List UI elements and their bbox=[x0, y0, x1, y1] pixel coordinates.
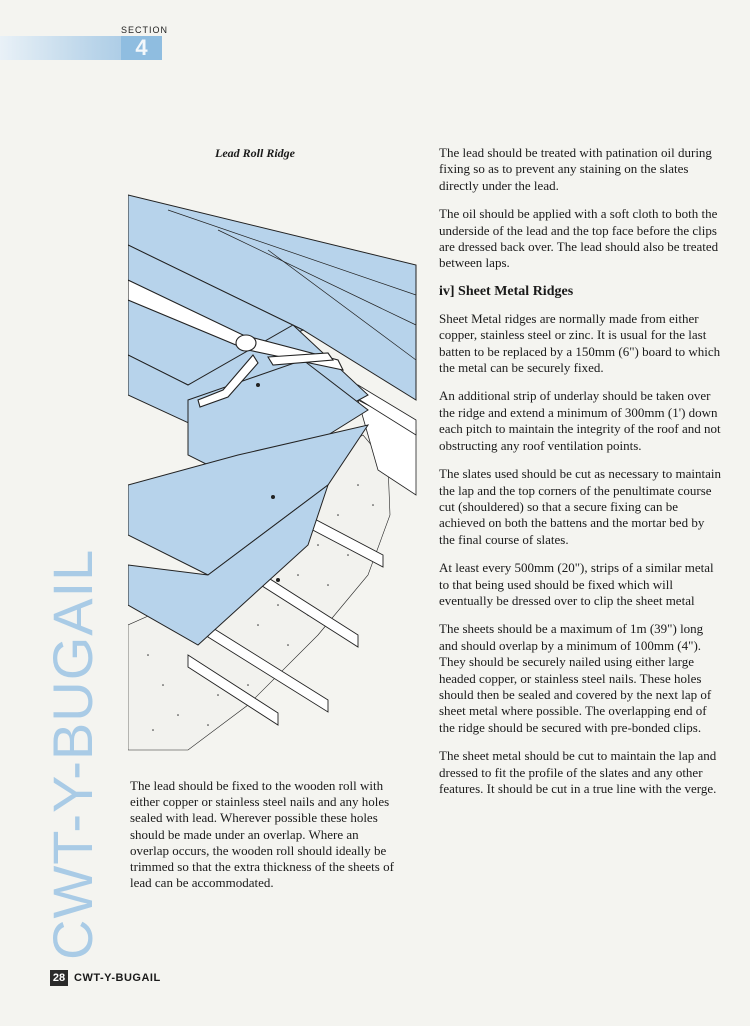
paragraph-patination: The lead should be treated with patination oil during fixing so as to prevent any staining on the slates directly under the lead. bbox=[439, 145, 712, 193]
footer-brand: CWT-Y-BUGAIL bbox=[74, 972, 161, 984]
left-paragraph: The lead should be fixed to the wooden roll with either copper or stainless steel nails and any holes sealed with lead. Wherever possible these holes should be made under an overlap. Where an overlap occurs, the wooden roll should ideally be trimmed so that the extra thickness of the sheets of lead can be accommodated. bbox=[130, 778, 394, 891]
right-column bbox=[439, 145, 723, 809]
paragraph-slates: The slates used should be cut as necessary to maintain the lap and the top corners of the penultimate course cut (shouldered) so that a secure fixing can be achieved on both the battens and the mortar bed by the final course of slates. bbox=[439, 466, 721, 547]
paragraph-strips: At least every 500mm (20"), strips of a similar metal to that being used should be fixed which will eventually be dressed over to clip the sheet metal bbox=[439, 560, 714, 608]
page-number: 28 bbox=[50, 970, 68, 986]
section-heading: iv] Sheet Metal Ridges bbox=[439, 283, 574, 299]
paragraph-sheets: The sheets should be a maximum of 1m (39") long and should overlap by a minimum of 100mm (4"). They should be securely nailed using either large headed copper, or stainless steel nails. These holes should then be sealed and covered by the next lap of sheet metal where possible. The overlapping end of the ridge should be secured with pre-bonded clips. bbox=[439, 621, 712, 735]
figure-caption: Lead Roll Ridge bbox=[215, 146, 295, 160]
paragraph-materials: Sheet Metal ridges are normally made from either copper, stainless steel or zinc. It is usual for the last batten to be replaced by a 150mm (6") board to which the metal can be securely fixed. bbox=[439, 310, 721, 376]
page-footer bbox=[50, 969, 161, 987]
paragraph-underlay: An additional strip of underlay should be taken over the ridge and extend a minimum of 300mm (1') down each pitch to maintain the integrity of the roof and not obstructing any roof ventilation points. bbox=[439, 388, 721, 453]
section-number: 4 bbox=[121, 36, 162, 60]
paragraph-cutting: The sheet metal should be cut to maintain the lap and dressed to fit the profile of the slates and any other features. It should be cut in a true line with the verge. bbox=[439, 748, 717, 796]
section-label: SECTION bbox=[121, 25, 169, 35]
side-brand-title: CWT-Y-BUGAIL bbox=[41, 548, 104, 960]
paragraph-oil: The oil should be applied with a soft cloth to both the underside of the lead and the top face before the clips are dressed back over. The lead should also be treated between laps. bbox=[439, 206, 719, 271]
lead-roll-ridge-illustration bbox=[128, 185, 418, 757]
